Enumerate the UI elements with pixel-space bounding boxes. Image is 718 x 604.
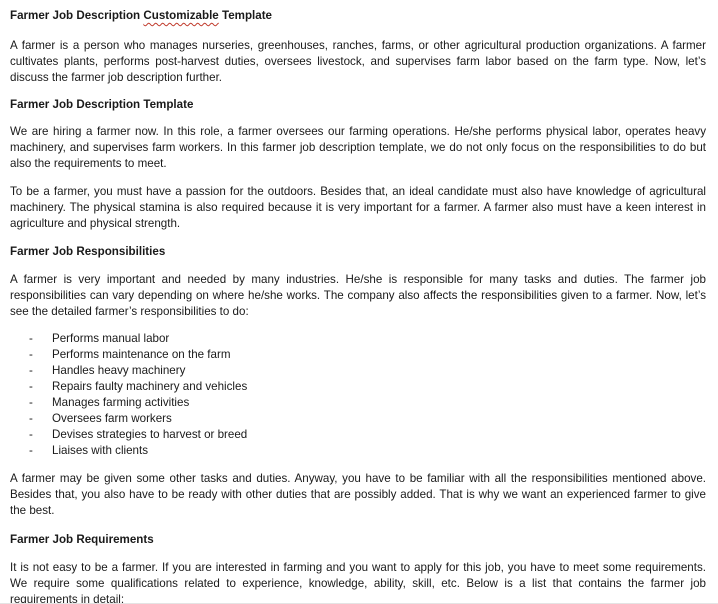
spellcheck-word[interactable]: Customizable: [143, 9, 219, 22]
list-bullet: -: [29, 348, 33, 361]
list-item-text: Repairs faulty machinery and vehicles: [52, 380, 248, 393]
list-item-text: Performs maintenance on the farm: [52, 348, 231, 361]
list-item-text: Manages farming activities: [52, 396, 190, 409]
list-item: [10, 443, 706, 459]
list-item-text: Devises strategies to harvest or breed: [52, 428, 248, 441]
list-item-text: Liaises with clients: [52, 444, 149, 457]
responsibilities-paragraph-1: A farmer is very important and needed by many industries. He/she is responsible for many tasks and duties. The farmer job responsibilities can vary depending on where he/she works. The company also affects the responsibilities given to a farmer. Now, let’s see the detailed farmer’s responsibilities to do:: [10, 273, 706, 318]
responsibilities-list: [10, 331, 706, 459]
list-item: [10, 331, 706, 347]
list-bullet: -: [29, 380, 33, 393]
title-text-end: Template: [218, 9, 273, 22]
document-content: [10, 0, 706, 604]
section-heading-requirements: Farmer Job Requirements: [10, 533, 154, 546]
list-item-text: Handles heavy machinery: [52, 364, 186, 377]
list-item: [10, 379, 706, 395]
list-item: [10, 363, 706, 379]
list-bullet: -: [29, 428, 33, 441]
intro-paragraph: A farmer is a person who manages nurseries, greenhouses, ranches, farms, or other agricultural production organizations. A farmer cultivates plants, performs post-harvest duties, oversees livestock, and supervises farm labor based on the farm type. Now, let’s discuss the farmer job description further.: [10, 39, 706, 84]
document-title: [10, 0, 706, 24]
title-text-start: Farmer Job Description: [10, 9, 144, 22]
list-bullet: -: [29, 412, 33, 425]
description-paragraph-1: We are hiring a farmer now. In this role, a farmer oversees our farming operations. He/she performs physical labor, operates heavy machinery, and supervises farm workers. In this farmer job description template, we do not only focus on the responsibilities to do but also the requirements to meet.: [10, 125, 706, 170]
list-item-text: Oversees farm workers: [52, 412, 172, 425]
list-item: [10, 411, 706, 427]
responsibilities-paragraph-2: A farmer may be given some other tasks and duties. Anyway, you have to be familiar with all the responsibilities mentioned above. Besides that, you also have to be ready with other duties that are possibly added. That is why we want an experienced farmer to give the best.: [10, 472, 706, 517]
description-paragraph-2: To be a farmer, you must have a passion for the outdoors. Besides that, an ideal candidate must also have knowledge of agricultural machinery. The physical stamina is also required because it is very important for a farmer. A farmer also must have a keen interest in agriculture and physical strength.: [10, 185, 706, 230]
list-bullet: -: [29, 444, 33, 457]
section-heading-responsibilities: Farmer Job Responsibilities: [10, 245, 166, 258]
list-item: [10, 395, 706, 411]
list-item-text: Performs manual labor: [52, 332, 170, 345]
list-item: [10, 347, 706, 363]
list-bullet: -: [29, 396, 33, 409]
list-bullet: -: [29, 364, 33, 377]
section-heading-description: Farmer Job Description Template: [10, 98, 194, 111]
list-item: [10, 427, 706, 443]
list-bullet: -: [29, 332, 33, 345]
requirements-paragraph-1: It is not easy to be a farmer. If you are interested in farming and you want to apply for this job, you have to meet some requirements. We require some qualifications related to experience, knowledge, ability, skill, etc. Below is a list that contains the farmer job requirements in detail:: [10, 561, 706, 604]
